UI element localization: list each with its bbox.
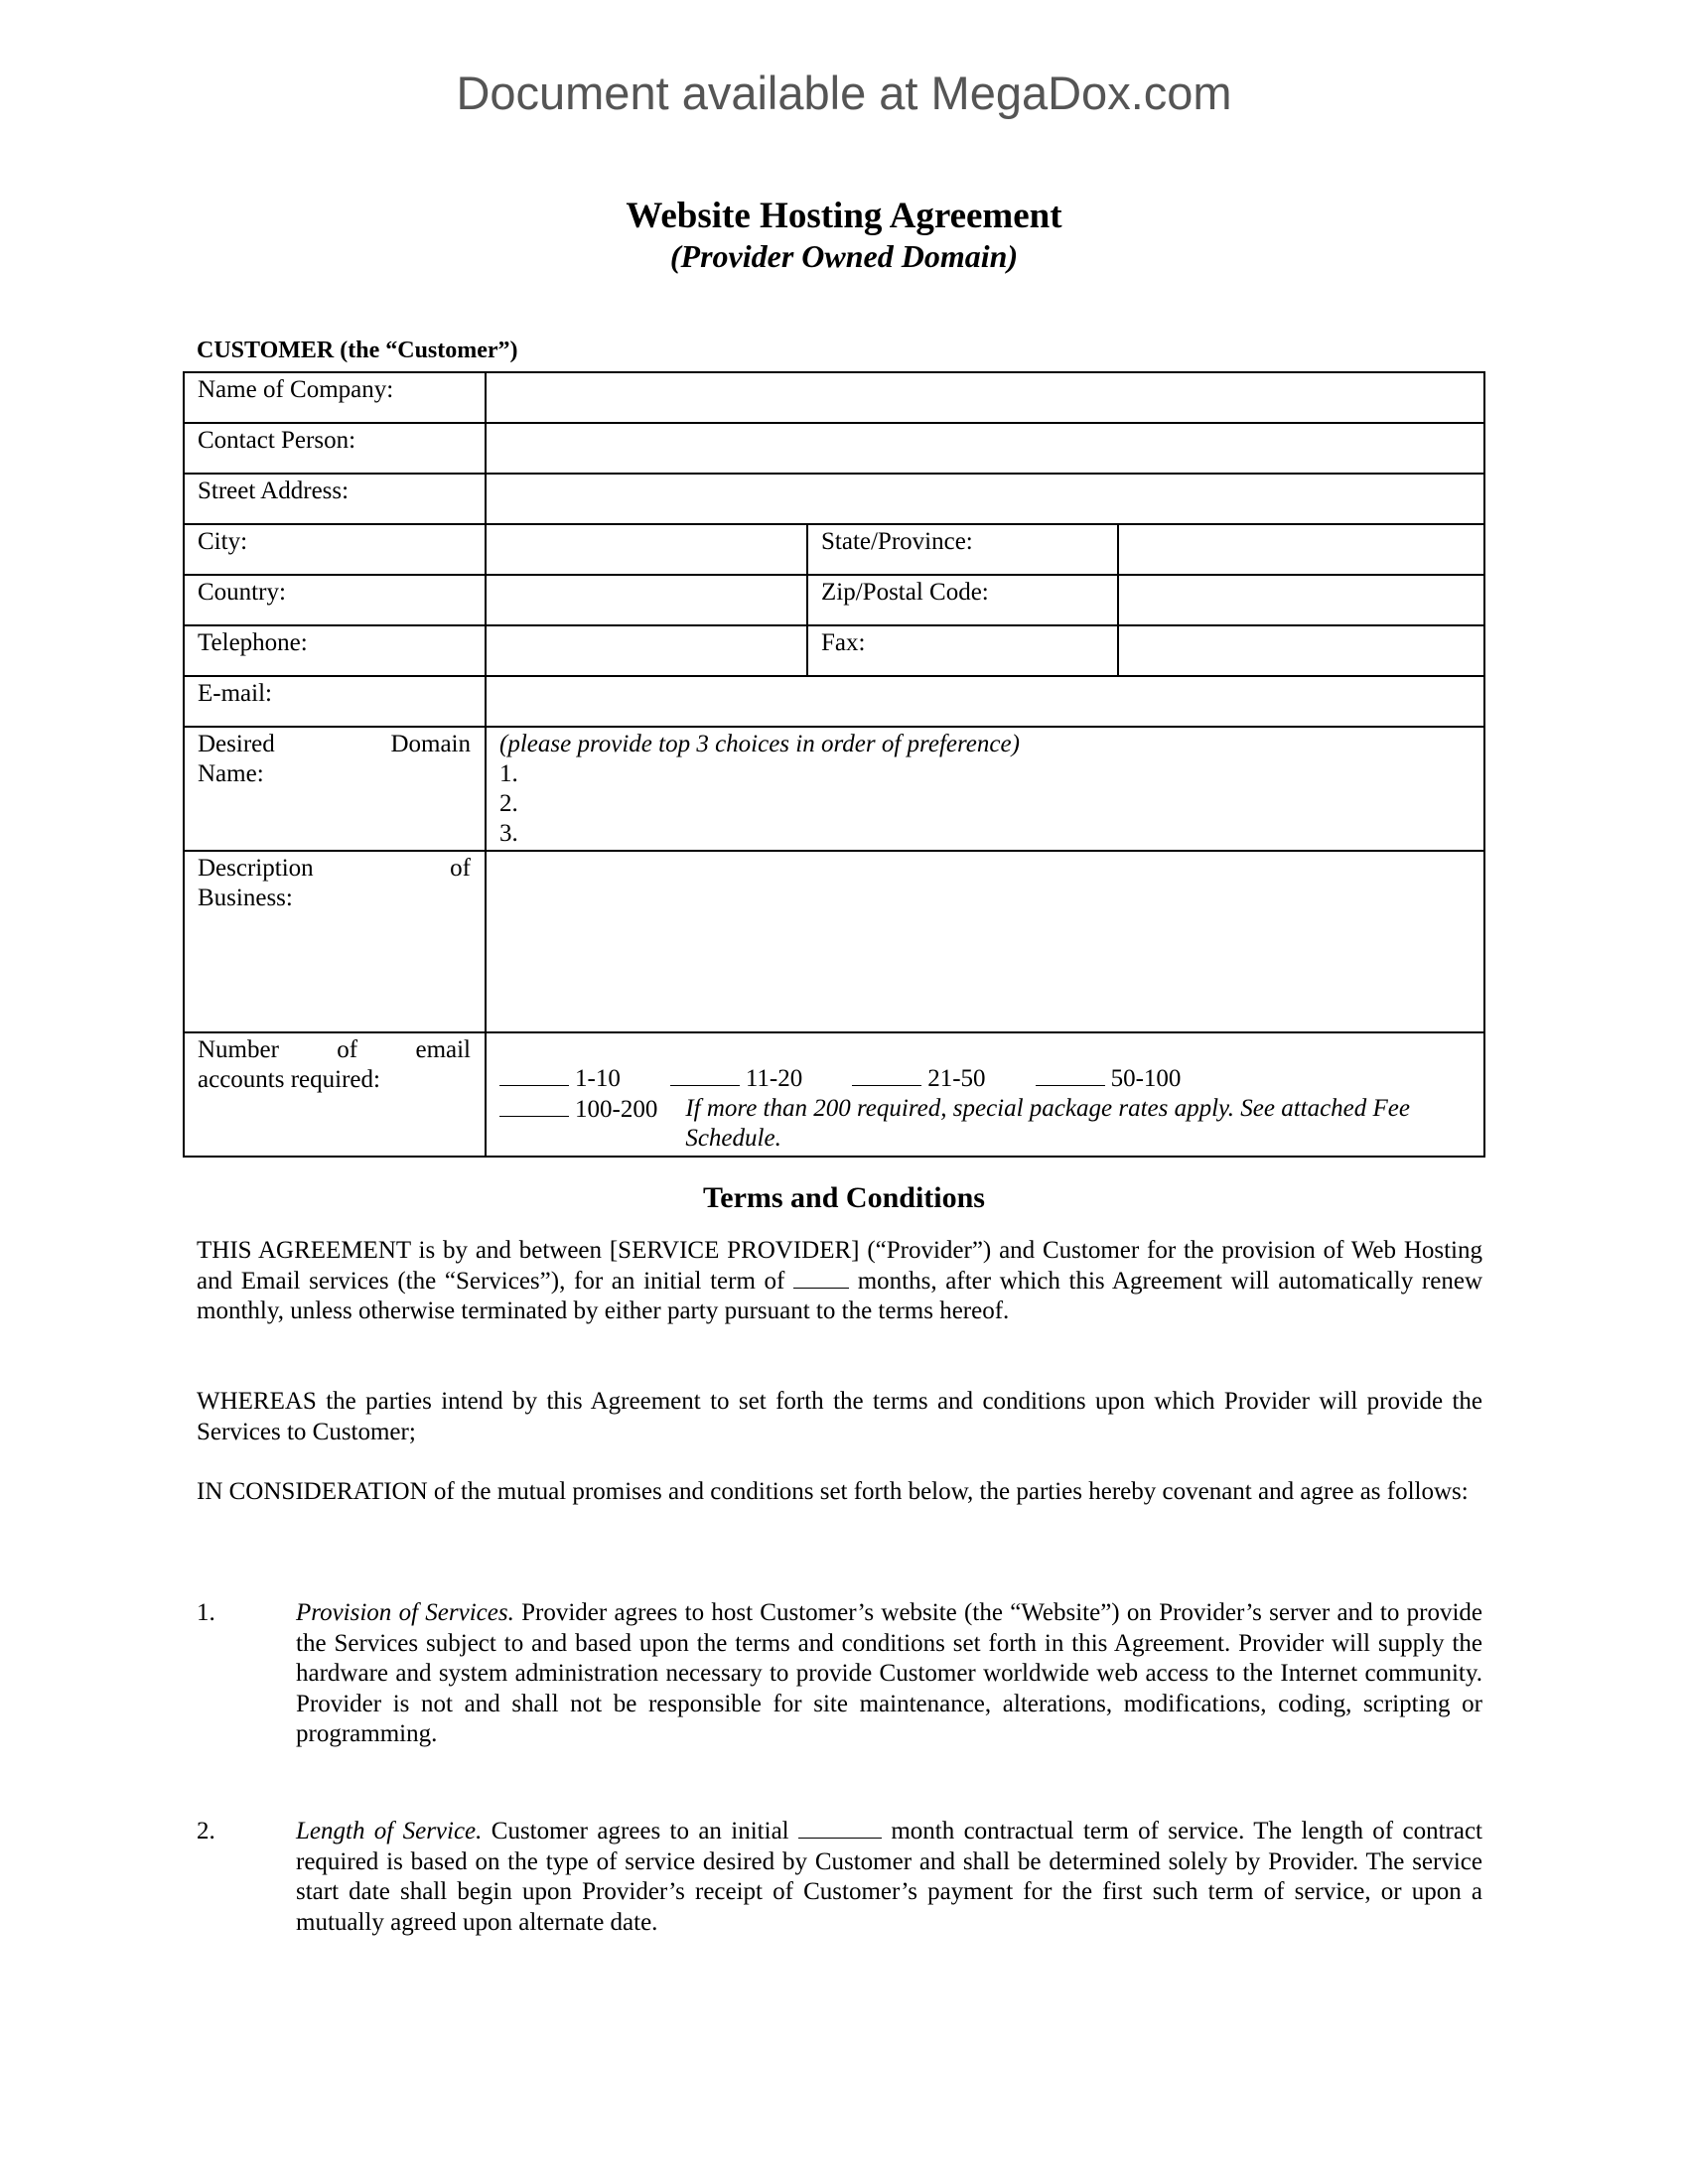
clause-2	[197, 1817, 1482, 1938]
description-label-word: Business:	[198, 885, 293, 911]
row-country-zip	[184, 575, 1484, 625]
zip-label: Zip/Postal Code:	[807, 575, 1118, 625]
checkbox-blank[interactable]	[670, 1063, 740, 1086]
street-field[interactable]	[486, 474, 1484, 524]
row-company	[184, 372, 1484, 423]
email-option-1-10[interactable]	[499, 1063, 621, 1094]
email-label: E-mail:	[184, 676, 486, 727]
checkbox-blank[interactable]	[1036, 1063, 1105, 1086]
email-accounts-label-word: of	[337, 1036, 358, 1063]
initial-term-blank[interactable]	[793, 1268, 849, 1289]
intro-paragraph-1	[197, 1236, 1482, 1327]
row-email	[184, 676, 1484, 727]
state-label: State/Province:	[807, 524, 1118, 575]
contact-label: Contact Person:	[184, 423, 486, 474]
email-option-100-200[interactable]	[499, 1094, 657, 1125]
state-field[interactable]	[1118, 524, 1484, 575]
telephone-label: Telephone:	[184, 625, 486, 676]
email-option-11-20[interactable]	[670, 1063, 802, 1094]
domain-label	[184, 727, 486, 851]
street-label: Street Address:	[184, 474, 486, 524]
email-accounts-options	[499, 1063, 1470, 1154]
email-accounts-label-word: accounts required:	[198, 1066, 380, 1093]
email-accounts-label	[184, 1032, 486, 1157]
clause-title: Length of Service.	[296, 1818, 483, 1844]
description-label-word: Description	[198, 855, 314, 882]
option-label: 100-200	[575, 1096, 658, 1123]
option-label: 1-10	[575, 1065, 621, 1092]
domain-label-word: Desired	[198, 731, 275, 757]
description-label-word: of	[450, 855, 471, 882]
country-label: Country:	[184, 575, 486, 625]
row-email-accounts	[184, 1032, 1484, 1157]
customer-section-label: CUSTOMER (the “Customer”)	[197, 338, 518, 363]
clause-text: Customer agrees to an initial	[482, 1818, 798, 1844]
checkbox-blank[interactable]	[852, 1063, 921, 1086]
clause-text: month contractual term of service. The length of contract required is based on the type of service desired by Customer and shall be determined solely by Provider. The service start date shall begin upon Provider’s receipt of Customer’s payment for the first such term of service, or upon a mutually agreed upon alternate date.	[296, 1818, 1482, 1936]
contact-field[interactable]	[486, 423, 1484, 474]
option-label: 11-20	[745, 1065, 803, 1092]
email-package-note: If more than 200 required, special package rates apply. See attached Fee Schedule.	[685, 1095, 1410, 1152]
row-contact	[184, 423, 1484, 474]
email-accounts-label-word: Number	[198, 1036, 279, 1063]
clause-number: 1.	[197, 1599, 215, 1626]
city-label: City:	[184, 524, 486, 575]
checkbox-blank[interactable]	[499, 1094, 569, 1117]
intro-text: THIS AGREEMENT is by and between [SERVICE PROVIDER] (“Provider”) and Customer for the provision of Web Hosting and Email services (the “Services”), for an initial term of	[197, 1237, 1482, 1295]
email-accounts-field	[486, 1032, 1484, 1157]
intro-text: months, after which this Agreement will automatically renew monthly, unless otherwise terminated by either party pursuant to the terms hereof.	[197, 1267, 1482, 1324]
domain-choice-2[interactable]: 2.	[499, 790, 518, 817]
domain-label-word: Name:	[198, 760, 264, 787]
megadox-watermark: Document available at MegaDox.com	[456, 67, 1232, 119]
city-field[interactable]	[486, 524, 807, 575]
row-street	[184, 474, 1484, 524]
clause-number: 2.	[197, 1818, 215, 1844]
domain-choice-3[interactable]: 3.	[499, 820, 518, 847]
email-option-21-50[interactable]	[852, 1063, 985, 1094]
clause-1	[197, 1598, 1482, 1750]
clause-title: Provision of Services.	[296, 1599, 514, 1626]
terms-heading: Terms and Conditions	[703, 1181, 985, 1214]
intro-paragraph-2: WHEREAS the parties intend by this Agreement to set forth the terms and conditions upon which Provider will provide the Services to Customer;	[197, 1388, 1482, 1445]
company-field[interactable]	[486, 372, 1484, 423]
document-title: Website Hosting Agreement	[626, 196, 1062, 236]
email-field[interactable]	[486, 676, 1484, 727]
intro-paragraph-3: IN CONSIDERATION of the mutual promises and conditions set forth below, the parties hereby covenant and agree as follows:	[197, 1478, 1469, 1505]
option-label: 50-100	[1110, 1065, 1182, 1092]
contract-term-blank[interactable]	[798, 1818, 882, 1839]
description-field[interactable]	[486, 851, 1484, 1032]
country-field[interactable]	[486, 575, 807, 625]
fax-label: Fax:	[807, 625, 1118, 676]
email-accounts-label-word: email	[415, 1036, 471, 1063]
option-label: 21-50	[927, 1065, 986, 1092]
row-city-state	[184, 524, 1484, 575]
domain-choice-1[interactable]: 1.	[499, 760, 518, 787]
customer-info-table	[183, 371, 1485, 1158]
domain-label-word: Domain	[390, 731, 471, 757]
email-option-50-100[interactable]	[1036, 1063, 1182, 1094]
email-accounts-row-1	[499, 1063, 1470, 1094]
row-description	[184, 851, 1484, 1032]
checkbox-blank[interactable]	[499, 1063, 569, 1086]
description-label	[184, 851, 486, 1032]
domain-hint: (please provide top 3 choices in order of preference)	[499, 731, 1020, 757]
clause-body	[296, 1817, 1482, 1938]
clause-text: Provider agrees to host Customer’s website (the “Website”) on Provider’s server and to provide the Services subject to and based upon the terms and conditions set forth in this Agreement. Provider will supply the hardware and system administration necessary to provide Customer worldwide web access to the Internet community. Provider is not and shall not be responsible for site maintenance, alterations, modifications, coding, scripting or programming.	[296, 1599, 1482, 1747]
company-label: Name of Company:	[184, 372, 486, 423]
telephone-field[interactable]	[486, 625, 807, 676]
row-domain	[184, 727, 1484, 851]
fax-field[interactable]	[1118, 625, 1484, 676]
zip-field[interactable]	[1118, 575, 1484, 625]
email-accounts-row-2	[499, 1094, 1470, 1154]
document-subtitle: (Provider Owned Domain)	[669, 238, 1019, 274]
domain-field[interactable]	[486, 727, 1484, 851]
row-telephone-fax	[184, 625, 1484, 676]
clause-body	[296, 1598, 1482, 1750]
